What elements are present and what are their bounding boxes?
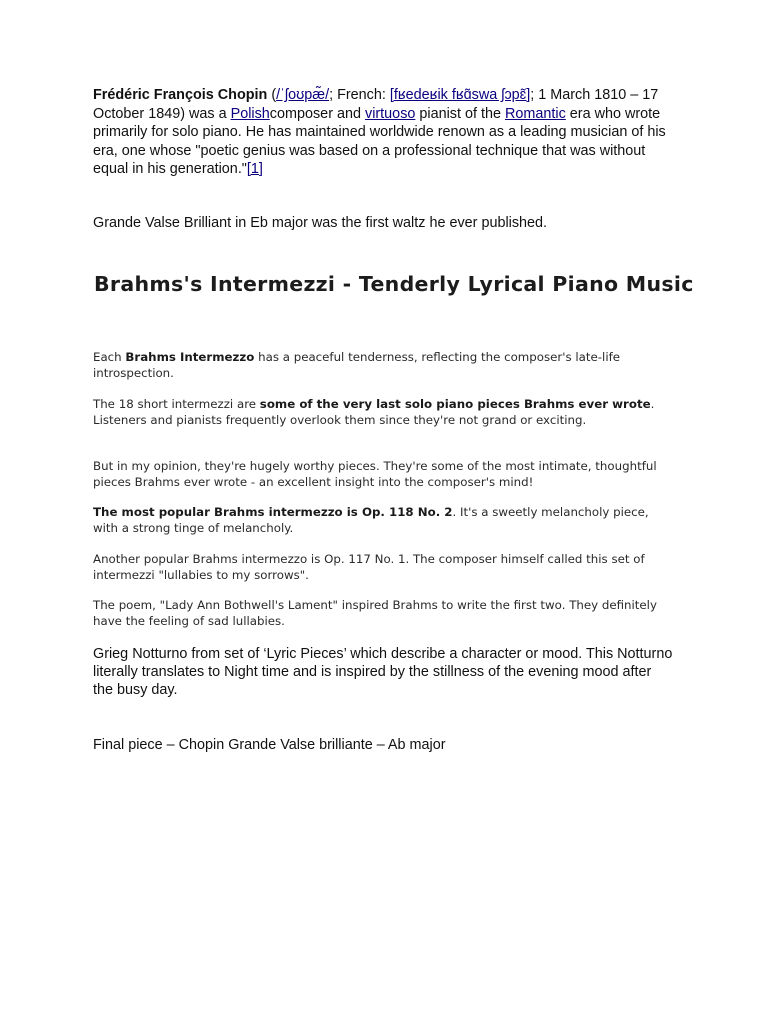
chopin-name: Frédéric François Chopin xyxy=(93,87,268,103)
chopin-paragraph xyxy=(93,86,683,179)
brahms-paragraph-2 xyxy=(93,397,673,428)
chopin-dates: ; 1 March 1810 – 17 October 1849) was a xyxy=(93,87,659,122)
p2-bold: some of the very last solo piano pieces Brahms ever wrote xyxy=(259,397,651,411)
brahms-paragraph-4 xyxy=(93,505,673,536)
p2-text-a: The 18 short intermezzi are xyxy=(93,397,260,411)
reference-link[interactable]: [1] xyxy=(246,161,263,177)
chopin-description: era who wrote primarily for solo piano. He has maintained worldwide renown as a leading musician of his era, one whose "poetic genius was based on a professional technique that was without equal in his generation." xyxy=(93,105,666,177)
ipa-english-link[interactable]: /ˈʃoʊpæ̃/ xyxy=(276,87,330,103)
chopin-section xyxy=(93,86,683,179)
p4-text-b: . It's a sweetly melancholy piece, with a strong tinge of melancholy. xyxy=(93,505,649,535)
polish-link[interactable]: Polish xyxy=(230,105,270,122)
pianist-of-text: pianist of the xyxy=(415,105,505,122)
brahms-paragraph-1 xyxy=(93,350,673,381)
paren-open: ( xyxy=(267,87,277,103)
ipa-french-link[interactable]: [fʁedeʁik fʁɑ̃swa ʃɔpɛ̃] xyxy=(389,87,531,103)
brahms-paragraph-6: The poem, "Lady Ann Bothwell's Lament" inspired Brahms to write the first two. They definitely have the feeling of sad lullabies. xyxy=(93,598,657,628)
composer-and-text: composer and xyxy=(269,105,365,122)
p4-bold: The most popular Brahms intermezzo is Op. 118 No. 2 xyxy=(93,505,453,519)
brahms-heading: Brahms's Intermezzi - Tenderly Lyrical Piano Music xyxy=(94,272,694,296)
p1-bold: Brahms Intermezzo xyxy=(125,350,255,364)
french-label: ; French: xyxy=(329,87,390,103)
valse-line: Grande Valse Brilliant in Eb major was the first waltz he ever published. xyxy=(93,215,548,231)
romantic-link[interactable]: Romantic xyxy=(505,105,566,122)
brahms-paragraph-5: Another popular Brahms intermezzo is Op. 117 No. 1. The composer himself called this set of intermezzi "lullabies to my sorrows". xyxy=(93,552,645,582)
p1-text-a: Each xyxy=(93,350,126,364)
grieg-paragraph: Grieg Notturno from set of ‘Lyric Pieces’ which describe a character or mood. This Notturno literally translates to Night time and is inspired by the stillness of the evening mood after the busy day. xyxy=(93,646,673,698)
brahms-paragraph-3: But in my opinion, they're hugely worthy pieces. They're some of the most intimate, thoughtful pieces Brahms ever wrote - an excellent insight into the composer's mind! xyxy=(93,459,657,489)
virtuoso-link[interactable]: virtuoso xyxy=(365,105,416,122)
p2-text-c: . Listeners and pianists frequently overlook them since they're not grand or exciting. xyxy=(93,397,655,427)
final-piece-line: Final piece – Chopin Grande Valse brilliante – Ab major xyxy=(93,737,446,753)
p1-text-c: has a peaceful tenderness, reflecting the composer's late-life introspection. xyxy=(93,350,621,380)
